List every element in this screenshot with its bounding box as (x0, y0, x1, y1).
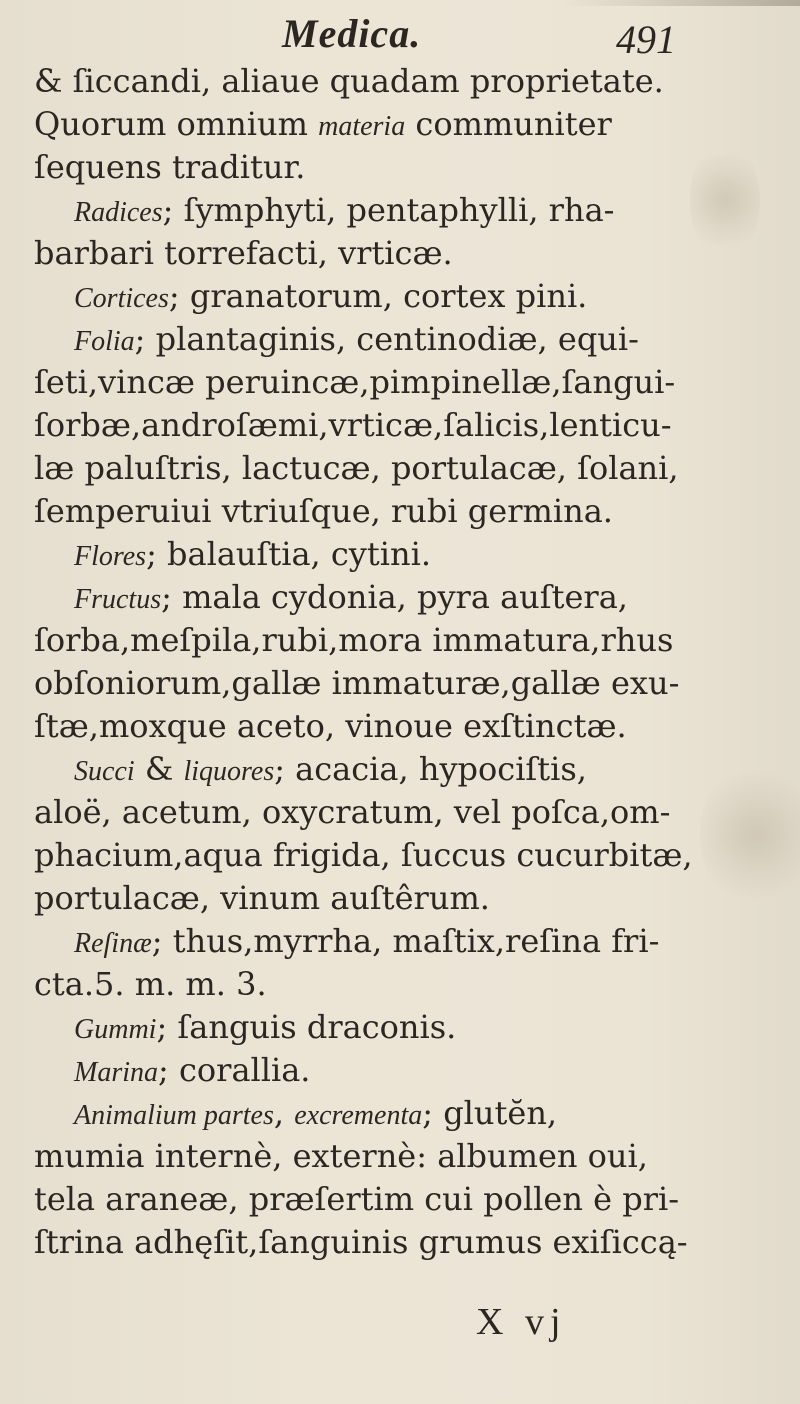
text-line (34, 1221, 724, 1264)
text-segment: ſeti,vincæ peruincæ,pimpinellæ,ſangui- (34, 363, 676, 401)
italic-term: liquores (183, 756, 275, 787)
text-segment: Quorum omnium (34, 105, 319, 143)
italic-term: excrementa (294, 1100, 423, 1131)
text-line (34, 103, 724, 146)
page-number: 491 (616, 17, 676, 62)
text-segment: & (134, 750, 184, 788)
text-line (34, 619, 724, 662)
text-segment: ſorbæ,androſæmi,vrticæ,ſalicis,lenticu- (34, 406, 672, 444)
text-line (34, 1135, 724, 1178)
text-line (34, 146, 724, 189)
text-segment: ; ſanguis draconis. (156, 1008, 457, 1046)
italic-term: Fructus (74, 584, 162, 615)
italic-term: Succi (74, 756, 135, 787)
text-segment: communiter (405, 105, 612, 143)
text-segment: aloë, acetum, oxycratum, vel poſca,om- (34, 793, 671, 831)
text-segment: barbari torrefacti, vrticæ. (34, 234, 453, 272)
body-text (34, 60, 724, 1264)
italic-term: Radices (74, 197, 163, 228)
running-head: Medica. (282, 11, 422, 56)
italic-term: Marina (74, 1057, 158, 1088)
text-line (34, 447, 724, 490)
text-segment: ſtrina adhęſit,ſanguinis grumus exiſiccą- (34, 1223, 688, 1261)
text-segment: ; thus,myrrha, maſtix,reſina fri- (151, 922, 660, 960)
text-segment: ; granatorum, cortex pini. (168, 277, 588, 315)
text-segment: ; plantaginis, centinodiæ, equi- (134, 320, 639, 358)
text-line (34, 1006, 724, 1049)
text-line (34, 576, 724, 619)
text-segment: ſtæ,moxque aceto, vinoue exſtinctæ. (34, 707, 627, 745)
text-segment: ; mala cydonia, pyra auſtera, (161, 578, 628, 616)
text-segment: ; acacia, hypociſtis, (274, 750, 587, 788)
text-line (34, 705, 724, 748)
text-segment: obſoniorum,gallæ immaturæ,gallæ exu- (34, 664, 680, 702)
text-line (34, 1178, 724, 1221)
italic-term: Cortices (74, 283, 169, 314)
text-line (34, 275, 724, 318)
text-line (34, 662, 724, 705)
text-segment: ; corallia. (158, 1051, 311, 1089)
signature-mark: X vj (476, 1301, 567, 1343)
text-segment: ; ſymphyti, pentaphylli, rha- (162, 191, 615, 229)
text-segment: portulacæ, vinum auſtêrum. (34, 879, 490, 917)
text-segment: ſequens traditur. (34, 148, 306, 186)
text-segment: cta.5. m. m. 3. (34, 965, 267, 1003)
text-segment: mumia internè, externè: albumen oui, (34, 1137, 648, 1175)
text-segment: , (273, 1094, 295, 1132)
text-segment: ſemperuiui vtriuſque, rubi germina. (34, 492, 613, 530)
text-line (34, 748, 724, 791)
text-line (34, 920, 724, 963)
text-line (34, 318, 724, 361)
text-line (34, 834, 724, 877)
text-segment: tela araneæ, præſertim cui pollen è pri- (34, 1180, 680, 1218)
italic-term: materia (318, 111, 406, 142)
text-line (34, 232, 724, 275)
text-line (34, 60, 724, 103)
text-line (34, 1092, 724, 1135)
text-line (34, 877, 724, 920)
text-segment: & ſiccandi, aliaue quadam proprietate. (34, 62, 664, 100)
italic-term: Animalium partes (74, 1100, 274, 1131)
text-line (34, 533, 724, 576)
italic-term: Reſinæ (74, 928, 152, 959)
text-line (34, 404, 724, 447)
italic-term: Folia (74, 326, 135, 357)
italic-term: Flores (74, 541, 147, 572)
text-segment: ; balauſtia, cytini. (146, 535, 431, 573)
text-segment: ; glutĕn, (422, 1094, 558, 1132)
text-line (34, 1049, 724, 1092)
italic-term: Gummi (74, 1014, 157, 1045)
text-line (34, 361, 724, 404)
text-line (34, 791, 724, 834)
text-line (34, 189, 724, 232)
text-segment: læ paluſtris, lactucæ, portulacæ, ſolani, (34, 449, 679, 487)
text-line (34, 490, 724, 533)
text-segment: ſorba,meſpila,rubi,mora immatura,rhus (34, 621, 674, 659)
text-segment: phacium,aqua frigida, ſuccus cucurbitæ, (34, 836, 693, 874)
text-line (34, 963, 724, 1006)
page-header (0, 6, 800, 64)
